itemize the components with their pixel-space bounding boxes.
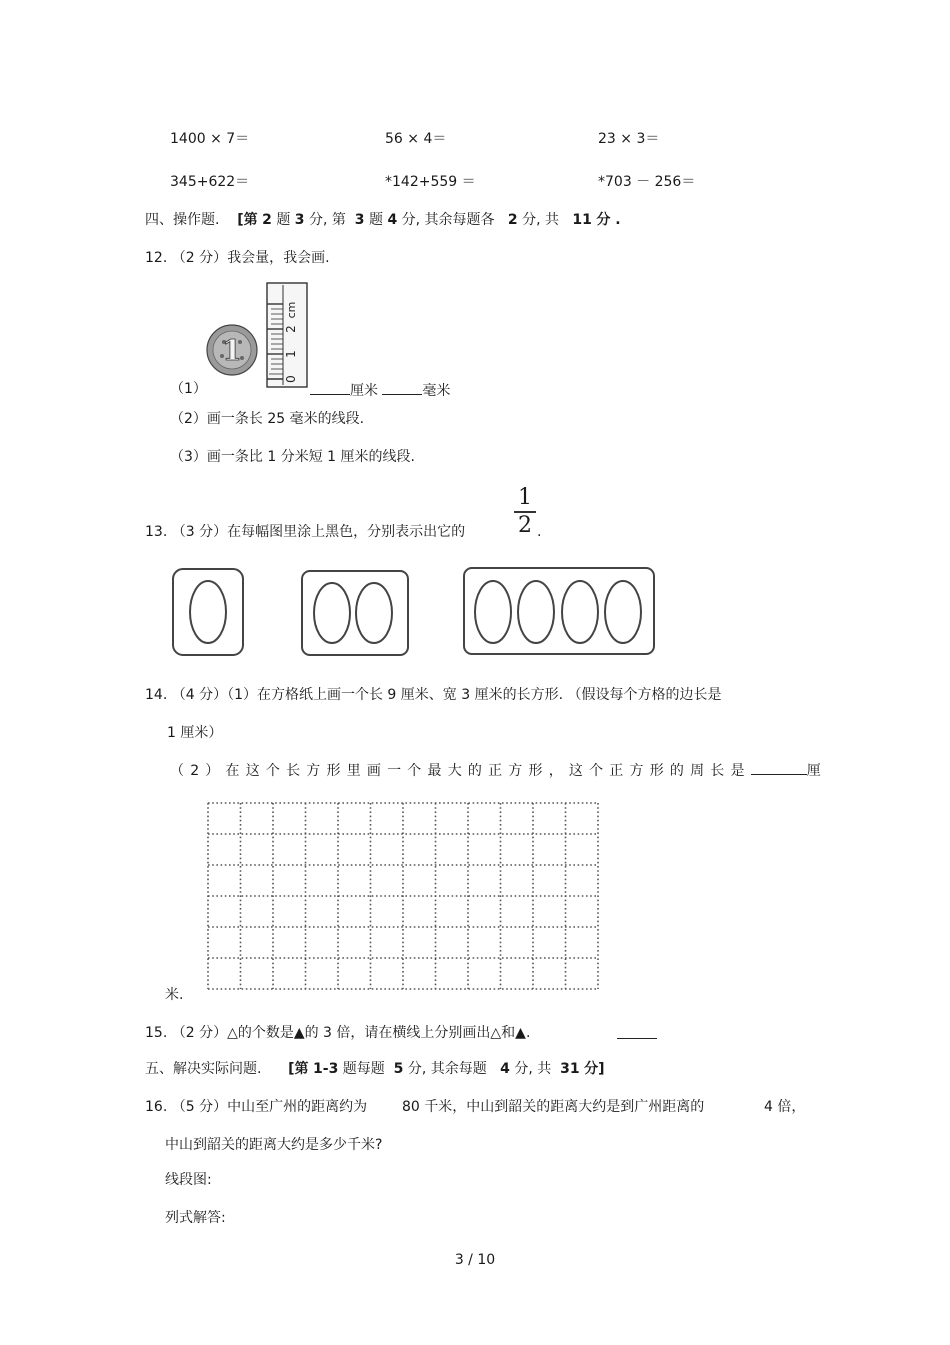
section5-heading <box>145 1060 605 1078</box>
oval-shape[interactable] <box>356 583 392 643</box>
q12-part3: （3）画一条比 1 分米短 1 厘米的线段. <box>170 449 415 465</box>
section4-num: 3 <box>354 212 365 228</box>
section5-num: 31 <box>560 1061 580 1077</box>
q14-part2-unit: 厘 <box>806 763 821 779</box>
ruler-mark-2: 2 <box>284 325 298 333</box>
q12-part1-answer <box>310 380 450 400</box>
calc-r2-c2: *142+559 ＝ <box>385 174 476 190</box>
oval-shape[interactable] <box>475 581 511 643</box>
section5-num: 4 <box>500 1061 510 1077</box>
q14-part2 <box>170 760 821 780</box>
oval-shape[interactable] <box>190 581 226 643</box>
q12-part2: （2）画一条长 25 毫米的线段. <box>170 411 365 427</box>
fraction-numerator: 1 <box>518 485 532 510</box>
q14-part1: 14. （4 分）（1）在方格纸上画一个长 9 厘米、宽 3 厘米的长方形. （假设每个方格的边长是 <box>145 687 722 703</box>
figure-two-ovals <box>302 571 408 655</box>
section4-num: 2 <box>507 212 518 228</box>
section4-heading <box>145 211 621 229</box>
dotted-grid-paper[interactable] <box>205 800 601 992</box>
section4-num: 4 <box>387 212 398 228</box>
oval-shape[interactable] <box>562 581 598 643</box>
oval-shape[interactable] <box>314 583 350 643</box>
q12-blank-cm[interactable] <box>310 380 350 395</box>
q12-blank-mm[interactable] <box>382 380 422 395</box>
q15-text: 15. （2 分）△的个数是▲的 3 倍，请在横线上分别画出△和▲. <box>145 1025 531 1041</box>
q12-part1-num: （1） <box>170 381 207 397</box>
section5-text: 分] <box>584 1061 605 1077</box>
q14-part2-unit-end: 米. <box>165 987 184 1003</box>
section5-title: 五、解决实际问题. <box>145 1061 262 1077</box>
fraction-denominator: 2 <box>518 513 532 538</box>
calc-r1-c1: 1400 × 7＝ <box>170 131 250 147</box>
q12-unit-mm: 毫米 <box>422 383 451 399</box>
figure-one-oval <box>173 569 243 655</box>
calc-r2-c1: 345+622＝ <box>170 174 250 190</box>
q12-unit-cm: 厘米 <box>350 383 378 399</box>
section4-text: 分 . <box>596 212 621 228</box>
q15-blank[interactable] <box>617 1024 657 1039</box>
ruler-mark-1: 1 <box>284 350 298 358</box>
section4-text: 分, 第 <box>308 212 346 228</box>
q16-line1b: 80 千米，中山到韶关的距离大约是到广州距离的 <box>402 1099 705 1115</box>
q13-figures <box>170 565 660 660</box>
q13-fraction <box>514 486 536 538</box>
q16-line1a: 16. （5 分）中山至广州的距离约为 <box>145 1099 368 1115</box>
coin-ruler-figure <box>205 280 315 390</box>
section4-text: 分, 其余每题各 <box>401 212 495 228</box>
q16-line2: 中山到韶关的距离大约是多少千米? <box>165 1137 383 1153</box>
figure-four-ovals <box>464 568 654 654</box>
calc-r2-c3: *703 － 256＝ <box>598 174 696 190</box>
section4-num: 11 <box>572 212 592 228</box>
q14-blank-perimeter[interactable] <box>751 760 807 775</box>
q13-period: . <box>537 524 542 540</box>
q16-line1c: 4 倍， <box>764 1099 806 1115</box>
page-number: 3 / 10 <box>454 1252 496 1268</box>
section5-bracket: [第 <box>288 1061 309 1077</box>
section4-text: 题 <box>369 212 383 228</box>
section4-title: 四、操作题. <box>145 212 220 228</box>
q13-title: 13. （3 分）在每幅图里涂上黑色，分别表示出它的 <box>145 524 466 540</box>
q15-answer <box>617 1024 657 1044</box>
section4-text: 分, 共 <box>522 212 560 228</box>
section5-text: 分, 其余每题 <box>407 1061 487 1077</box>
coin-value: 1 <box>222 334 242 367</box>
ruler-mark-0: 0 <box>284 375 298 383</box>
section5-text: 题每题 <box>342 1061 385 1077</box>
section5-num: 5 <box>393 1061 404 1077</box>
section4-num: 2 <box>262 212 272 228</box>
section4-num: 3 <box>294 212 305 228</box>
calc-r1-c2: 56 × 4＝ <box>385 131 447 147</box>
q16-line4: 列式解答: <box>165 1210 226 1226</box>
section4-bracket: [第 <box>237 212 258 228</box>
oval-shape[interactable] <box>605 581 641 643</box>
section4-text: 题 <box>276 212 291 228</box>
section5-text: 分, 共 <box>514 1061 552 1077</box>
q14-part1-cont: 1 厘米） <box>167 725 223 741</box>
ruler <box>267 283 307 387</box>
q12-title: 12. （2 分）我会量，我会画. <box>145 250 330 266</box>
section5-num: 1-3 <box>313 1061 339 1077</box>
oval-shape[interactable] <box>518 581 554 643</box>
q14-part2-text: （2）在这个长方形里画一个最大的正方形，这个正方形的周长是 <box>170 763 751 779</box>
q16-line3: 线段图: <box>165 1172 212 1188</box>
q12-part1 <box>170 380 207 398</box>
ruler-unit: cm <box>285 301 298 319</box>
calc-r1-c3: 23 × 3＝ <box>598 131 660 147</box>
